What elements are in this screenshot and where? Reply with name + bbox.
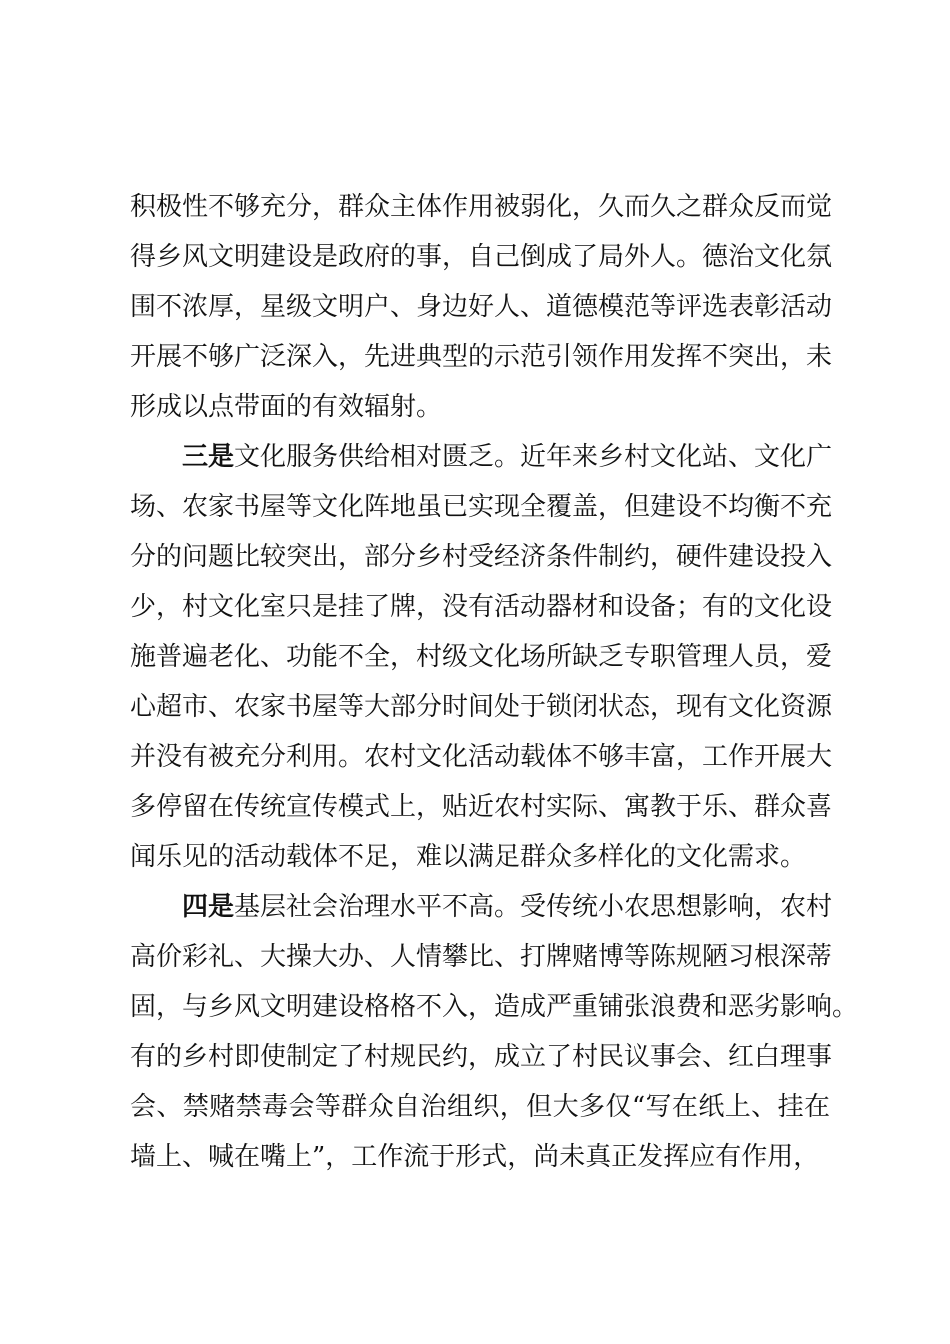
body-text-line: 心超市、农家书屋等大部分时间处于锁闭状态，现有文化资源	[130, 692, 833, 722]
body-text-line: 得乡风文明建设是政府的事，自己倒成了局外人。德治文化氛	[130, 242, 833, 272]
body-text-line: 闻乐见的活动载体不足，难以满足群众多样化的文化需求。	[130, 842, 807, 872]
paragraph-first-line-text: 基层社会治理水平不高。受传统小农思想影响，农村	[234, 892, 833, 922]
body-text-line: 并没有被充分利用。农村文化活动载体不够丰富，工作开展大	[130, 742, 833, 772]
paragraph-first-line	[182, 889, 833, 925]
body-text-line: 墙上、喊在嘴上”，工作流于形式，尚未真正发挥应有作用，	[130, 1142, 820, 1172]
body-text-line: 形成以点带面的有效辐射。	[130, 392, 443, 422]
body-text-line: 多停留在传统宣传模式上，贴近农村实际、寓教于乐、群众喜	[130, 792, 833, 822]
body-text-line: 少，村文化室只是挂了牌，没有活动器材和设备；有的文化设	[130, 592, 833, 622]
body-text-line: 有的乡村即使制定了村规民约，成立了村民议事会、红白理事	[130, 1042, 833, 1072]
body-text-line: 分的问题比较突出，部分乡村受经济条件制约，硬件建设投入	[130, 542, 833, 572]
body-text-line: 开展不够广泛深入，先进典型的示范引领作用发挥不突出，未	[130, 342, 833, 372]
body-text-line: 会、禁赌禁毒会等群众自治组织，但大多仅“写在纸上、挂在	[130, 1092, 830, 1122]
paragraph-lead: 四是	[182, 892, 235, 922]
body-text-line: 积极性不够充分，群众主体作用被弱化，久而久之群众反而觉	[130, 192, 833, 222]
body-text-line: 场、农家书屋等文化阵地虽已实现全覆盖，但建设不均衡不充	[130, 492, 833, 522]
paragraph-first-line-text: 文化服务供给相对匮乏。近年来乡村文化站、文化广	[234, 442, 833, 472]
body-text-line: 施普遍老化、功能不全，村级文化场所缺乏专职管理人员，爱	[130, 642, 833, 672]
paragraph-first-line	[182, 439, 833, 475]
body-text-line: 高价彩礼、大操大办、人情攀比、打牌赌博等陈规陋习根深蒂	[130, 942, 833, 972]
paragraph-lead: 三是	[182, 442, 235, 472]
body-text-line: 围不浓厚，星级文明户、身边好人、道德模范等评选表彰活动	[130, 292, 833, 322]
body-text-line: 固，与乡风文明建设格格不入，造成严重铺张浪费和恶劣影响。	[130, 992, 859, 1022]
